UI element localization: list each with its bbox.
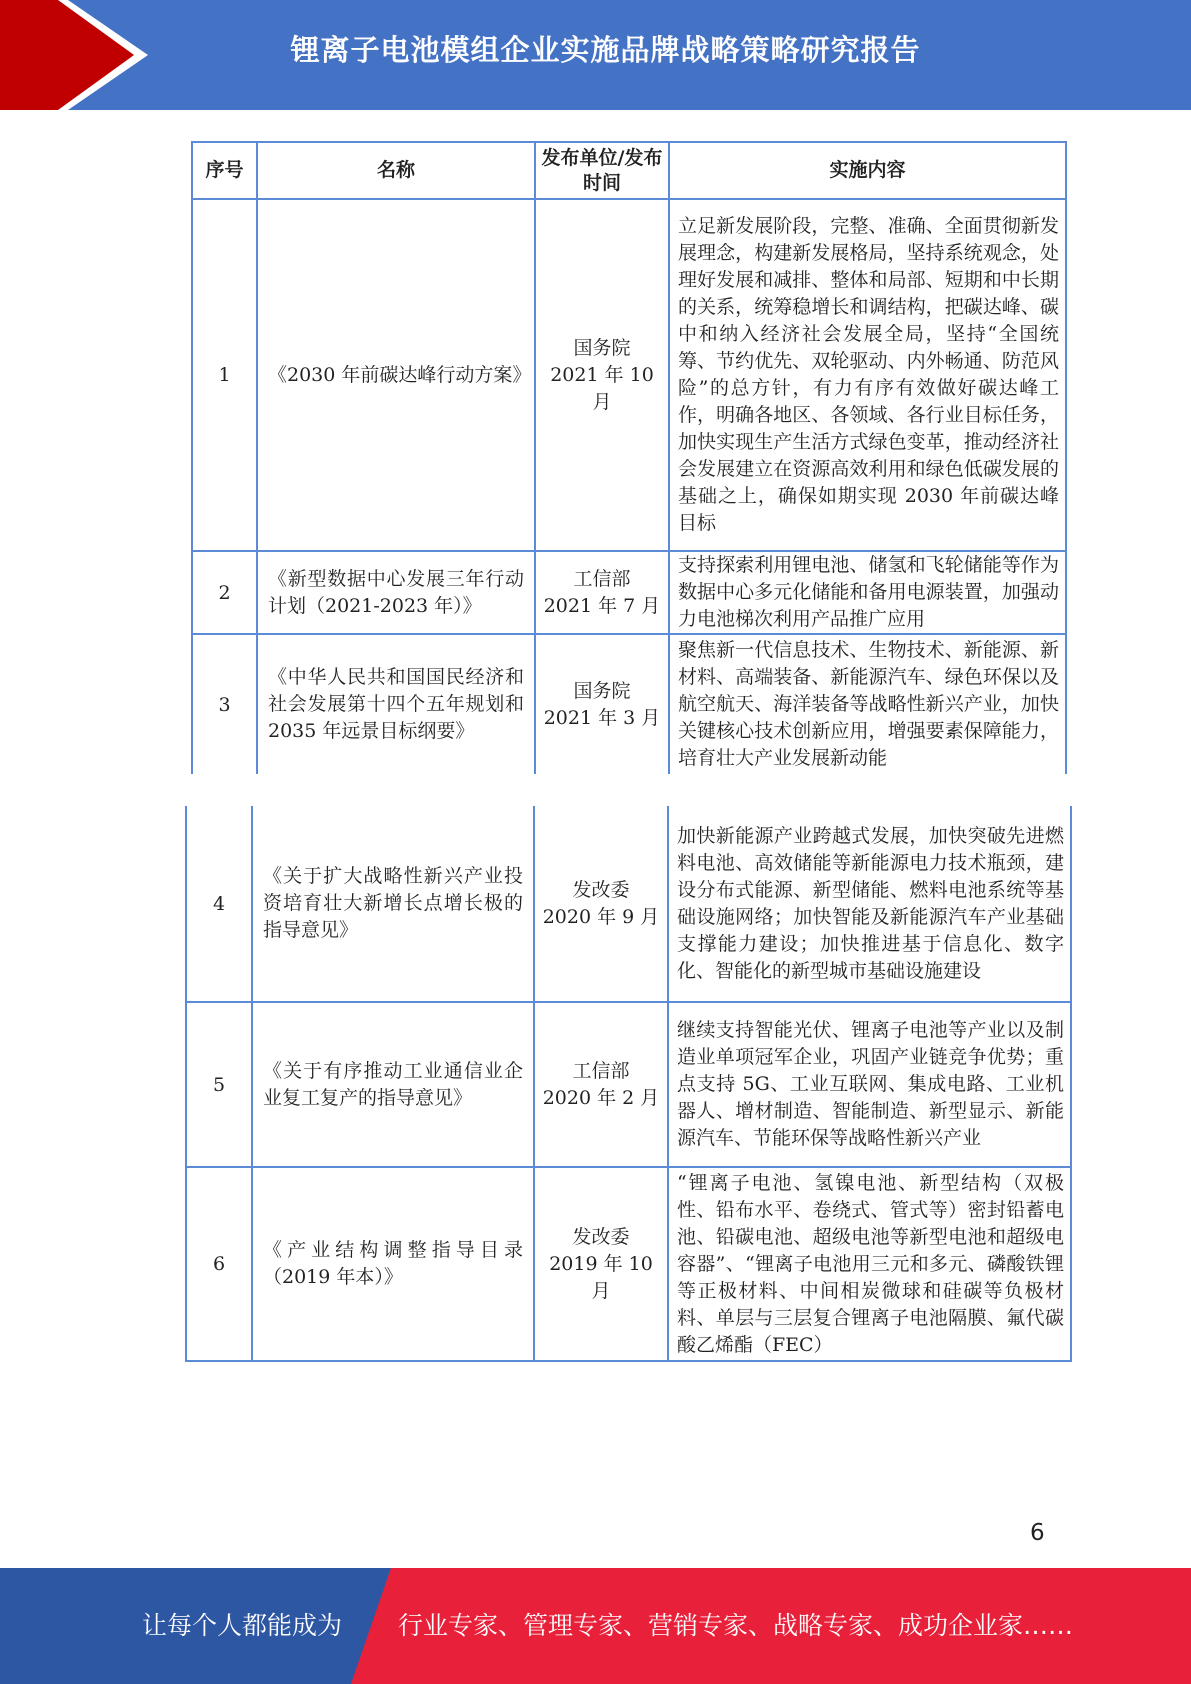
publisher-unit: 国务院 — [573, 679, 631, 702]
row-name: 《关于有序推动工业通信业企业复工复产的指导意见》 — [252, 1002, 534, 1167]
row-content: 聚焦新一代信息技术、生物技术、新能源、新材料、高端装备、新能源汽车、绿色环保以及航空航天、海洋装备等战略性新兴产业，加快关键核心技术创新应用，增强要素保障能力，培育壮大产业发展新动能 — [669, 634, 1066, 774]
header-name: 名称 — [257, 142, 535, 199]
publisher-date: 2021 年 10 月 — [550, 363, 654, 413]
publisher-date: 2021 年 3 月 — [543, 706, 661, 729]
publisher-date: 2020 年 9 月 — [542, 905, 660, 928]
table-row — [186, 806, 1071, 1002]
row-no: 1 — [192, 199, 257, 551]
row-publisher — [534, 1167, 668, 1361]
policy-table-part-2 — [185, 806, 1072, 1362]
table-row — [186, 1002, 1071, 1167]
header-content: 实施内容 — [669, 142, 1066, 199]
publisher-unit: 发改委 — [572, 878, 630, 901]
page-header — [0, 0, 1191, 110]
row-publisher — [535, 551, 669, 634]
row-content: 立足新发展阶段，完整、准确、全面贯彻新发展理念，构建新发展格局，坚持系统观念，处理好发展和减排、整体和局部、短期和中长期的关系，统筹稳增长和调结构，把碳达峰、碳中和纳入经济社会发展全局，坚持“全国统筹、节约优先、双轮驱动、内外畅通、防范风险”的总方针，有力有序有效做好碳达峰工作，明确各地区、各领域、各行业目标任务，加快实现生产生活方式绿色变革，推动经济社会发展建立在资源高效利用和绿色低碳发展的基础之上，确保如期实现 2030 年前碳达峰目标 — [669, 199, 1066, 551]
table-row — [192, 199, 1066, 551]
publisher-date: 2020 年 2 月 — [542, 1086, 660, 1109]
publisher-unit: 工信部 — [572, 1059, 630, 1082]
row-no: 6 — [186, 1167, 252, 1361]
header-publisher: 发布单位/发布时间 — [535, 142, 669, 199]
table-header-row — [192, 142, 1066, 199]
publisher-date: 2021 年 7 月 — [543, 594, 661, 617]
report-title: 锂离子电池模组企业实施品牌战略策略研究报告 — [290, 33, 921, 67]
row-publisher — [535, 634, 669, 774]
row-content: “锂离子电池、氢镍电池、新型结构（双极性、铅布水平、卷绕式、管式等）密封铅蓄电池、铅碳电池、超级电池等新型电池和超级电容器”、“锂离子电池用三元和多元、磷酸铁锂等正极材料、中间相炭微球和硅碳等负极材料、单层与三层复合锂离子电池隔膜、氟代碳酸乙烯酯（FEC） — [668, 1167, 1071, 1361]
publisher-unit: 工信部 — [573, 567, 631, 590]
table-row — [186, 1167, 1071, 1361]
row-content: 支持探索利用锂电池、储氢和飞轮储能等作为数据中心多元化储能和备用电源装置，加强动力电池梯次利用产品推广应用 — [669, 551, 1066, 634]
publisher-unit: 国务院 — [573, 336, 631, 359]
footer-slogan-right: 行业专家、管理专家、营销专家、战略专家、成功企业家…… — [398, 1611, 1074, 1640]
publisher-date: 2019 年 10 月 — [549, 1252, 653, 1302]
page-number: 6 — [1030, 1520, 1045, 1546]
row-name: 《关于扩大战略性新兴产业投资培育壮大新增长点增长极的指导意见》 — [252, 806, 534, 1002]
header-no: 序号 — [192, 142, 257, 199]
row-no: 3 — [192, 634, 257, 774]
row-name: 《产业结构调整指导目录（2019 年本）》 — [252, 1167, 534, 1361]
footer-slogan-left: 让每个人都能成为 — [142, 1611, 343, 1640]
row-no: 2 — [192, 551, 257, 634]
row-publisher — [535, 199, 669, 551]
row-name: 《2030 年前碳达峰行动方案》 — [257, 199, 535, 551]
row-name: 《新型数据中心发展三年行动计划（2021-2023 年）》 — [257, 551, 535, 634]
row-content: 继续支持智能光伏、锂离子电池等产业以及制造业单项冠军企业，巩固产业链竞争优势；重点支持 5G、工业互联网、集成电路、工业机器人、增材制造、智能制造、新型显示、新能源汽车、节能环保等战略性新兴产业 — [668, 1002, 1071, 1167]
row-publisher — [534, 806, 668, 1002]
policy-table-part-1 — [191, 141, 1067, 774]
table-row — [192, 634, 1066, 774]
row-publisher — [534, 1002, 668, 1167]
page-footer — [0, 1568, 1191, 1684]
table-row — [192, 551, 1066, 634]
row-content: 加快新能源产业跨越式发展，加快突破先进燃料电池、高效储能等新能源电力技术瓶颈，建设分布式能源、新型储能、燃料电池系统等基础设施网络；加快智能及新能源汽车产业基础支撑能力建设；加快推进基于信息化、数字化、智能化的新型城市基础设施建设 — [668, 806, 1071, 1002]
publisher-unit: 发改委 — [572, 1225, 630, 1248]
row-no: 4 — [186, 806, 252, 1002]
row-name: 《中华人民共和国国民经济和社会发展第十四个五年规划和 2035 年远景目标纲要》 — [257, 634, 535, 774]
row-no: 5 — [186, 1002, 252, 1167]
